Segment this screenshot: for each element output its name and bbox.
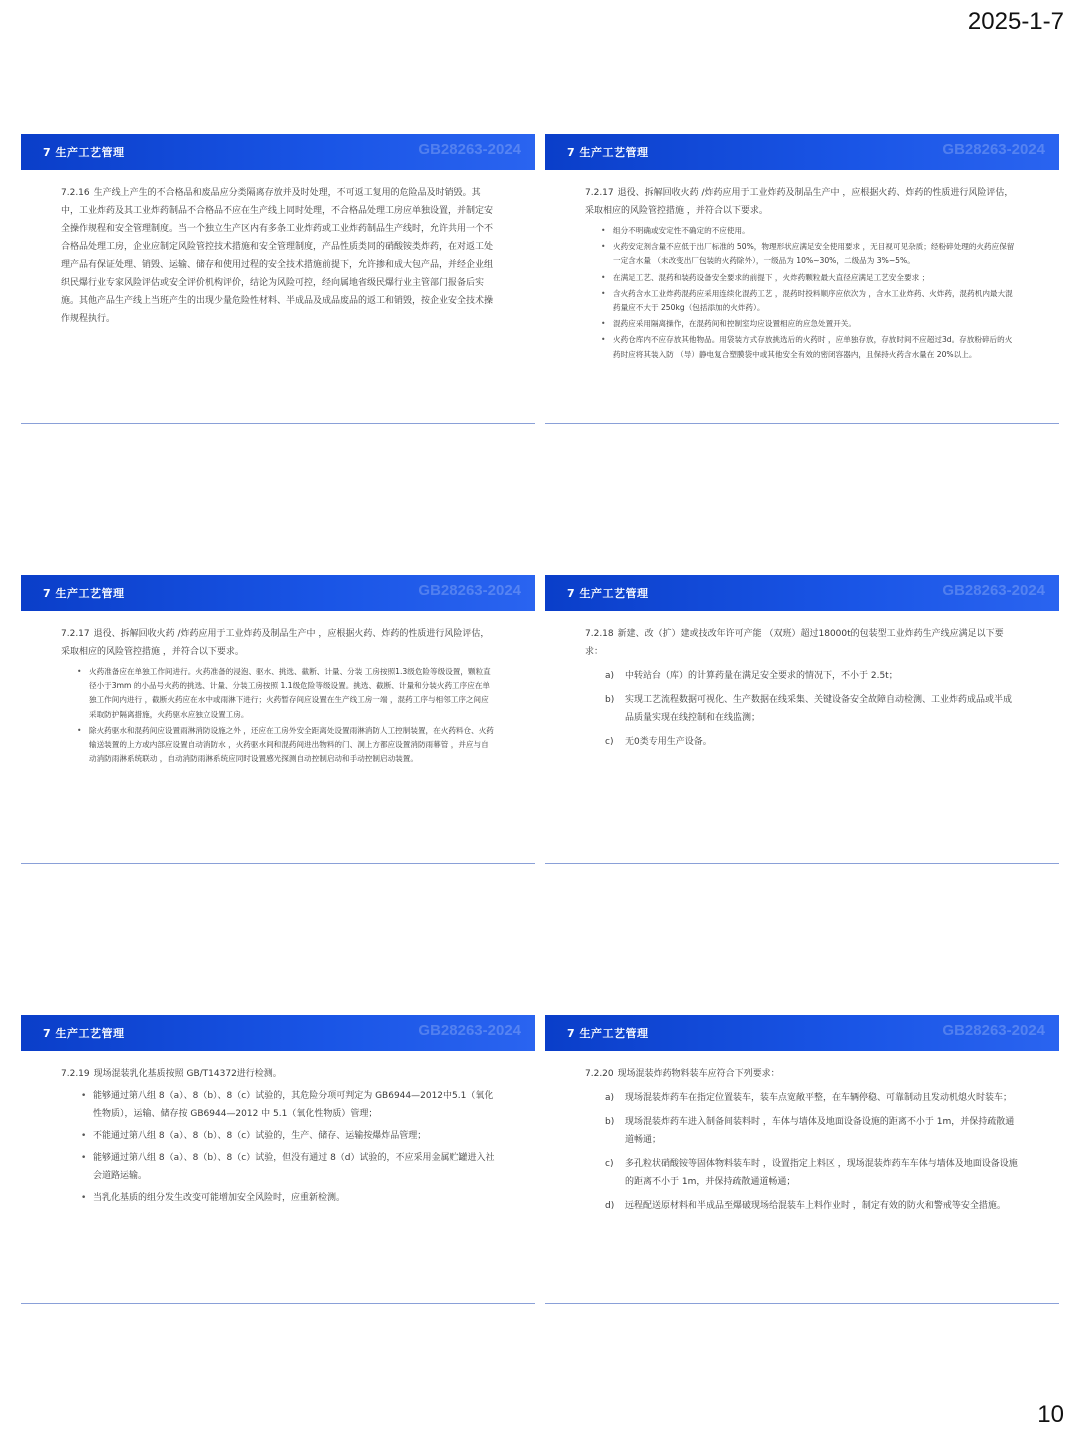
list-item: • 组分不明确或安定性不确定的不应使用。 (601, 224, 1019, 238)
clause-text: 生产线上产生的不合格品和废品应分类隔离存放并及时处理，不可返工复用的危险品及时销毁。其中，工业炸药及其工业炸药制品不合格品不应在生产线上同时处理，不合格品处理工房应单独设置，并制定安全操作规程和安全管理制度。当一个独立生产区内有多条工业炸药或工业炸药制品生产线时，允许共用一个不合格品处理工房，企业应制定风险管控技术措施和安全管理制度，产品性质类同的硝酸铵类炸药，在对返工处理产品有保证处理、销毁、运输、储存和使用过程的安全技术措施前提下，允许掺和成大包产品，并经企业组织民爆行业专家风险评估或安全评价机构评价，结论为风险可控，经向属地省级民爆行业主管部门报备后实施。其他产品生产线上当班产生的出现少量危险性材料、半成品及成品废品的返工和销毁，按企业安全技术操作规程执行。 (61, 188, 494, 324)
clause-number: 7.2.20 (585, 1069, 614, 1079)
clause-paragraph (585, 625, 1019, 661)
item-label: d) (605, 1201, 615, 1211)
slide-header (545, 134, 1059, 170)
list-item (605, 1089, 1019, 1107)
item-text: 中转站台（库）的计算药量在满足安全要求的情况下，不小于 2.5t； (625, 671, 898, 681)
requirement-list (585, 224, 1019, 362)
requirement-list (585, 1089, 1019, 1215)
slide-title: 7 生产工艺管理 (567, 1027, 649, 1040)
clause-paragraph (61, 184, 495, 328)
slide-header (545, 1015, 1059, 1051)
list-item: • 在满足工艺、混药和装药设备安全要求的前提下 ，火炸药颗粒最大直径应满足工艺安全要求 ； (601, 271, 1019, 285)
item-text: 现场混装炸药车在指定位置装车，装车点宽敞平整，在车辆停稳、可靠制动且发动机熄火时装车； (625, 1093, 1013, 1103)
slide-divider (545, 1303, 1059, 1304)
slide-title: 7 生产工艺管理 (43, 1027, 125, 1040)
list-item (605, 667, 1019, 685)
item-label: b) (605, 695, 615, 705)
slide-header (545, 575, 1059, 611)
slide-title: 7 生产工艺管理 (567, 146, 649, 159)
item-text: 远程配送原材料和半成品至爆破现场给混装车上料作业时 ，制定有效的防火和警戒等安全措施。 (625, 1201, 1006, 1211)
list-item (605, 1197, 1019, 1215)
item-text: 多孔粒状硝酸铵等固体物料装车时 ，设置指定上料区 ，现场混装炸药车车体与墙体及地面设备设施的距离不小于 1m，并保持疏散通道畅通； (625, 1159, 1018, 1187)
list-item: • 火药仓库内不应存放其他物品。用袋装方式存放挑选后的火药时 ，应单独存放，存放时间不应超过3d。存放粉碎后的火药时应将其装入防 （导）静电复合塑膜袋中或其他安全有效的密闭容器内，且保持火药含水量在 20%以上。 (601, 333, 1019, 361)
slide-title: 7 生产工艺管理 (43, 587, 125, 600)
slide-divider (21, 863, 535, 864)
slide-watermark: GB28263-2024 (418, 582, 521, 599)
item-label: c) (605, 1159, 614, 1169)
slide-7-2-19 (21, 1015, 535, 1211)
list-item (605, 691, 1019, 727)
slide-body (21, 1051, 535, 1207)
item-label: a) (605, 671, 615, 681)
clause-number: 7.2.17 (61, 629, 90, 639)
item-text: 现场混装炸药车进入制备间装料时 ，车体与墙体及地面设备设施的距离不小于 1m，并保持疏散通道畅通； (625, 1117, 1015, 1145)
slide-7-2-18 (545, 575, 1059, 757)
list-item: • 当乳化基质的组分发生改变可能增加安全风险时，应重新检测。 (81, 1189, 495, 1207)
requirement-list (585, 667, 1019, 751)
item-text: 无0类专用生产设备。 (625, 737, 712, 747)
list-item: • 含火药含水工业炸药混药应采用连续化混药工艺 ，混药时投料顺序应依次为 ，含水工业炸药、火炸药，混药机内最大混药量应不大于 250kg（包括添加的火炸药）。 (601, 287, 1019, 315)
slide-title: 7 生产工艺管理 (567, 587, 649, 600)
item-label: a) (605, 1093, 615, 1103)
list-item: • 混药应采用隔离操作，在混药间和控制室均应设置相应的应急处置开关。 (601, 317, 1019, 331)
clause-paragraph (61, 625, 495, 661)
slide-body (545, 1051, 1059, 1215)
list-item: • 火药准备应在单独工作间进行。火药准备的浸泡、驱水、挑选、截断、计量、分装 工房按照1.3级危险等级设置，颗粒直径小于3mm 的小品号火药的挑选、计量、分装工房按照 1.1级危险等级设置。挑选、截断、计量和分装火药工序应在单独工作间内进行 ，截断火药应在水中或雨淋下进行；火药暂存间应设置在生产线工房一端 ，混药工序与相邻工序之间应采取防护隔离措施，火药驱水应独立设置工房。 (77, 665, 495, 722)
clause-number: 7.2.17 (585, 188, 614, 198)
clause-text: 现场混装炸药物料装车应符合下列要求： (617, 1069, 780, 1079)
list-item: • 能够通过第八组 8（a）、8（b）、8（c）试验，但没有通过 8（d）试验的，不应采用金属贮罐进入社会道路运输。 (81, 1149, 495, 1185)
slide-divider (545, 423, 1059, 424)
requirement-list (61, 1087, 495, 1207)
clause-paragraph (585, 1065, 1019, 1083)
slide-divider (21, 423, 535, 424)
clause-text: 新建、改（扩）建或技改年许可产能 （双班）超过18000t的包装型工业炸药生产线应满足以下要求： (585, 629, 1004, 657)
slide-header (21, 575, 535, 611)
clause-number: 7.2.19 (61, 1069, 90, 1079)
list-item (605, 1155, 1019, 1191)
clause-number: 7.2.16 (61, 188, 90, 198)
list-item (605, 1113, 1019, 1149)
clause-number: 7.2.18 (585, 629, 614, 639)
slide-7-2-17-a (545, 134, 1059, 364)
clause-paragraph (585, 184, 1019, 220)
slide-7-2-16 (21, 134, 535, 328)
slide-body (21, 611, 535, 766)
page-date: 2025-1-7 (967, 8, 1064, 35)
slide-divider (21, 1303, 535, 1304)
slide-watermark: GB28263-2024 (418, 1022, 521, 1039)
list-item: • 不能通过第八组 8（a）、8（b）、8（c）试验的，生产、储存、运输按爆炸品管理； (81, 1127, 495, 1145)
list-item: • 能够通过第八组 8（a）、8（b）、8（c）试验的，其危险分项可判定为 GB6944—2012中5.1（氧化性物质），运输、储存按 GB6944—2012 中 5.1（氧化性物质）管理； (81, 1087, 495, 1123)
clause-paragraph (61, 1065, 495, 1083)
slide-divider (545, 863, 1059, 864)
slide-watermark: GB28263-2024 (942, 1022, 1045, 1039)
clause-text: 现场混装乳化基质按照 GB/T14372进行检测。 (93, 1069, 282, 1079)
list-item (605, 733, 1019, 751)
list-item: • 火药安定剂含量不应低于出厂标准的 50%，物理形状应满足安全使用要求 ，无目视可见杂质；经粉碎处理的火药应保留一定含水量 （未改变出厂包装的火药除外），一级品为 10%~30%，二级品为 3%~5%。 (601, 240, 1019, 268)
slide-watermark: GB28263-2024 (942, 141, 1045, 158)
slide-title: 7 生产工艺管理 (43, 146, 125, 159)
slide-body (545, 170, 1059, 362)
item-label: c) (605, 737, 614, 747)
clause-text: 退役、拆解回收火药 /炸药应用于工业炸药及制品生产中 ，应根据火药、炸药的性质进行风险评估，采取相应的风险管控措施 ，并符合以下要求。 (585, 188, 1014, 216)
slide-7-2-17-b (21, 575, 535, 768)
page-number: 10 (1037, 1401, 1064, 1428)
item-text: 实现工艺流程数据可视化、生产数据在线采集、关键设备安全故障自动检测、工业炸药成品或半成品质量实现在线控制和在线监测； (625, 695, 1013, 723)
slide-7-2-20 (545, 1015, 1059, 1221)
slide-watermark: GB28263-2024 (418, 141, 521, 158)
slide-body (21, 170, 535, 328)
list-item: • 除火药驱水和混药间应设置雨淋消防设施之外 ，还应在工房外安全距离处设置雨淋消防人工控制装置，在火药料仓、火药输送装置的上方或内部应设置自动消防水 ，火药驱水间和混药间进出物料的门、洞上方都应设置消防雨幕管 ，并应与自动消防雨淋系统联动 ，自动消防雨淋系统应同时设置感光探测自动控制启动和手动控制启动装置。 (77, 724, 495, 767)
slide-body (545, 611, 1059, 751)
slide-header (21, 134, 535, 170)
slide-header (21, 1015, 535, 1051)
clause-text: 退役、拆解回收火药 /炸药应用于工业炸药及制品生产中 ，应根据火药、炸药的性质进行风险评估，采取相应的风险管控措施 ，并符合以下要求。 (61, 629, 490, 657)
slide-watermark: GB28263-2024 (942, 582, 1045, 599)
requirement-list (61, 665, 495, 766)
item-label: b) (605, 1117, 615, 1127)
